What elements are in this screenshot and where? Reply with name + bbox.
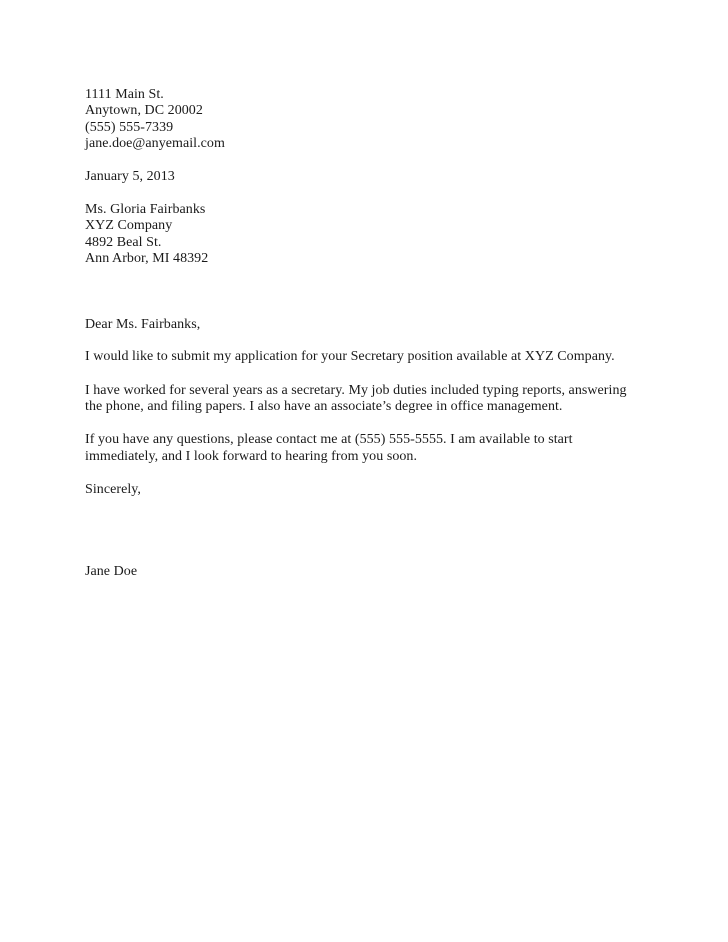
recipient-city-state-zip: Ann Arbor, MI 48392 <box>85 251 209 266</box>
body-paragraph-1-line-1: I would like to submit my application for your Secretary position available at XYZ Company. <box>85 349 615 364</box>
body-paragraph-2-line-1: I have worked for several years as a secretary. My job duties included typing reports, answering <box>85 383 627 398</box>
signature-name: Jane Doe <box>85 564 138 579</box>
body-paragraph-2-line-2: the phone, and filing papers. I also have an associate’s degree in office management. <box>85 399 563 414</box>
letter-date: January 5, 2013 <box>85 169 175 184</box>
body-paragraph-3-line-2: immediately, and I look forward to hearing from you soon. <box>85 449 418 464</box>
sender-city-state-zip: Anytown, DC 20002 <box>85 103 203 118</box>
recipient-company: XYZ Company <box>85 218 173 233</box>
body-paragraph-3-line-1: If you have any questions, please contact me at (555) 555-5555. I am available to start <box>85 432 573 447</box>
recipient-street: 4892 Beal St. <box>85 235 162 250</box>
sender-email: jane.doe@anyemail.com <box>85 136 225 151</box>
recipient-name: Ms. Gloria Fairbanks <box>85 202 206 217</box>
sender-street: 1111 Main St. <box>85 87 164 102</box>
sender-phone: (555) 555-7339 <box>85 120 174 135</box>
salutation: Dear Ms. Fairbanks, <box>85 317 201 332</box>
closing: Sincerely, <box>85 482 141 497</box>
